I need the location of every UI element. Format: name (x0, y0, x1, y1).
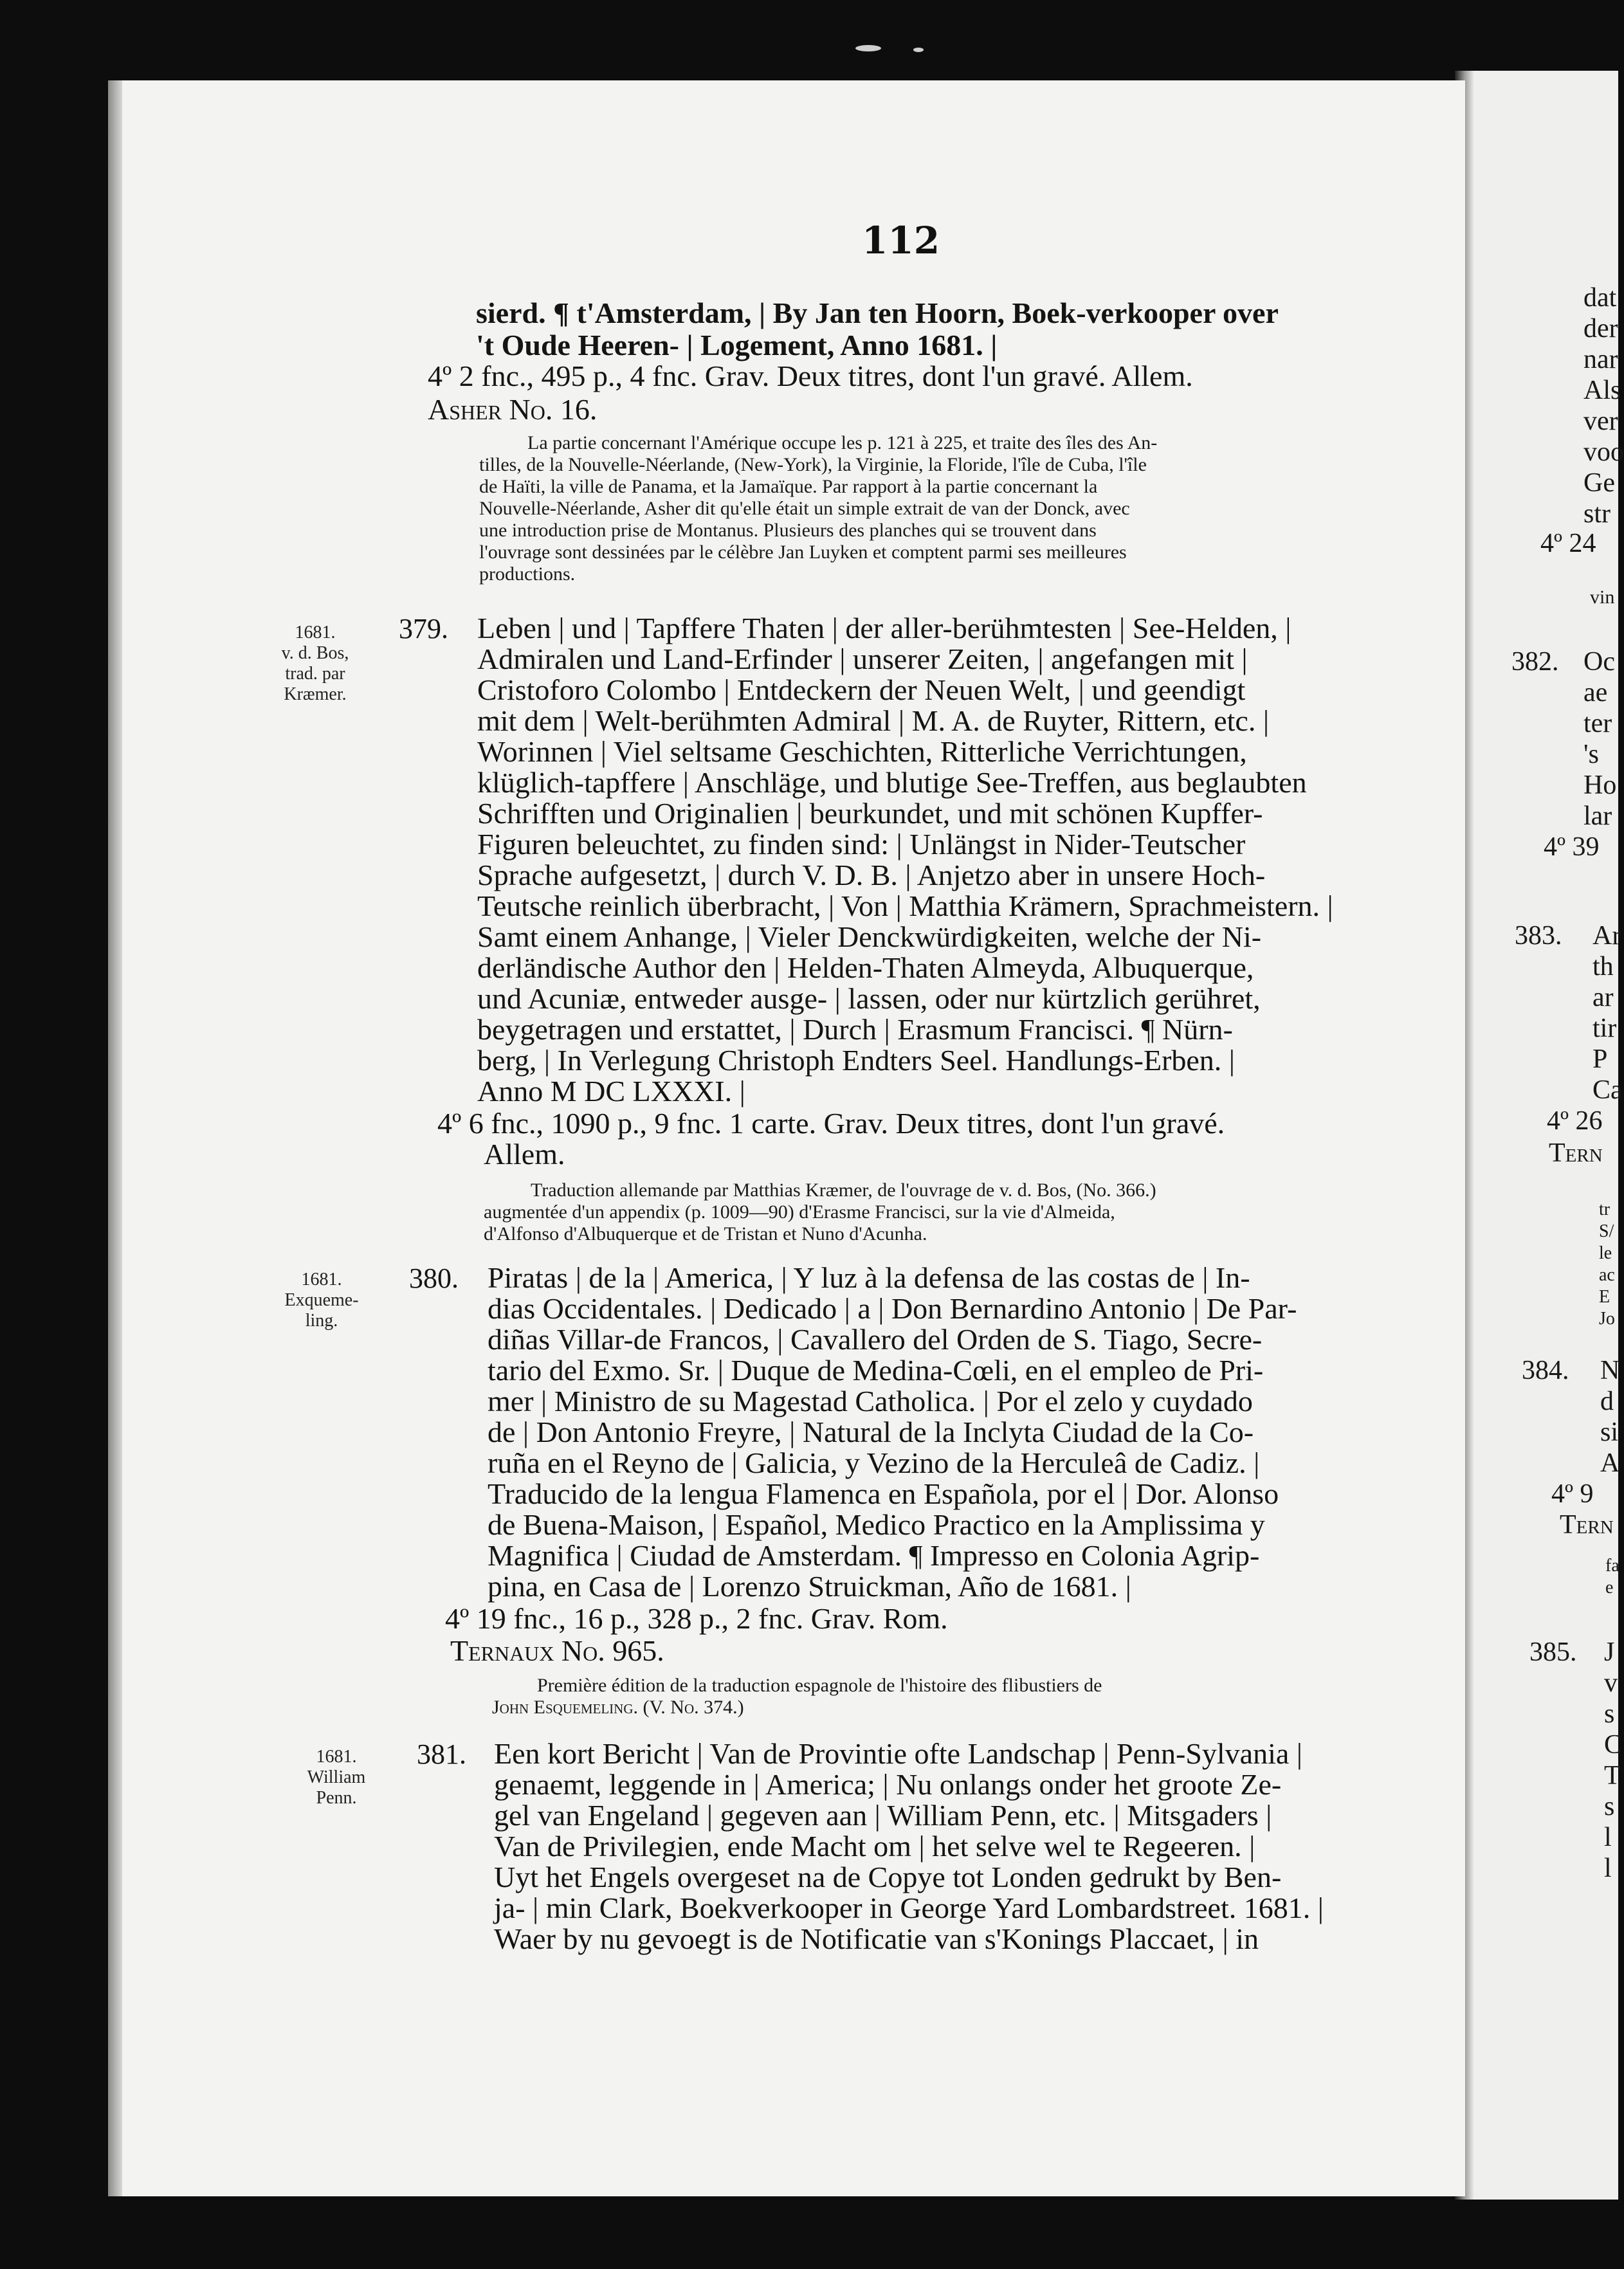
continuation-note-line: tilles, de la Nouvelle-Néerlande, (New-York), la Virginie, la Floride, l'île de Cuba, l'île (479, 454, 1147, 475)
continuation-note-line: Nouvelle-Néerlande, Asher dit qu'elle était un simple extrait de van der Donck, avec (479, 498, 1130, 519)
margin-note: 1681. Exqueme- ling. (284, 1270, 359, 1331)
adjacent-fragment: 's (1583, 740, 1599, 769)
adjacent-fragment: v (1604, 1668, 1618, 1698)
adjacent-fragment: dat (1583, 283, 1617, 313)
entry-title-line: Worinnen | Viel seltsame Geschichten, Ritterliche Verrichtungen, (477, 735, 1247, 768)
adjacent-fragment: e (1605, 1578, 1614, 1598)
adjacent-fragment: lar (1583, 801, 1612, 831)
entry-title-line: klüglich-tapffere | Anschläge, und blutige See-Treffen, aus beglaubten (477, 766, 1307, 799)
adjacent-fragment: 385. (1529, 1637, 1577, 1667)
entry-title-line: Figuren beleuchtet, zu finden sind: | Unlängst in Nider-Teutscher (477, 828, 1246, 861)
adjacent-fragment: N (1600, 1356, 1620, 1385)
entry-title-line: und Acuniæ, entweder ausge- | lassen, oder nur kürtzlich gerühret, (477, 982, 1261, 1015)
continuation-note-line: une introduction prise de Montanus. Plusieurs des planches qui se trouvent dans (479, 520, 1097, 541)
page-edge-shadow (108, 80, 122, 2196)
adjacent-fragment: Tern (1549, 1138, 1603, 1168)
continuation-note-line: de Haïti, la ville de Panama, et la Jamaïque. Par rapport à la partie concernant la (479, 476, 1098, 497)
adjacent-fragment: Tern (1560, 1510, 1614, 1540)
continuation-line: sierd. ¶ t'Amsterdam, | By Jan ten Hoorn, Boek-verkooper over (476, 296, 1279, 329)
entry-number: 380. (409, 1262, 459, 1294)
adjacent-fragment: ac (1599, 1265, 1615, 1285)
entry-title-line: Magnifica | Ciudad de Amsterdam. ¶ Impresso en Colonia Agrip- (488, 1539, 1260, 1572)
scan-speck (855, 45, 881, 51)
adjacent-fragment: fa (1605, 1556, 1619, 1576)
adjacent-fragment: s (1604, 1792, 1615, 1821)
entry-note-line: augmentée d'un appendix (p. 1009—90) d'Erasme Francisci, sur la vie d'Almeida, (484, 1201, 1115, 1223)
adjacent-fragment: ar (1592, 983, 1614, 1012)
adjacent-fragment: voo (1583, 437, 1624, 467)
adjacent-fragment: Als (1583, 376, 1621, 405)
entry-format: Allem. (484, 1138, 565, 1171)
entry-title-line: gel van Engeland | gegeven aan | William Penn, etc. | Mitsgaders | (494, 1799, 1272, 1832)
adjacent-fragment: th (1592, 952, 1614, 981)
entry-title-line: Uyt het Engels overgeset na de Copye tot Londen gedrukt by Ben- (494, 1861, 1282, 1893)
entry-format: 4º 19 fnc., 16 p., 328 p., 2 fnc. Grav. Rom. (445, 1602, 948, 1635)
margin-note: 1681. v. d. Bos, trad. par Kræmer. (281, 623, 349, 704)
entry-title-line: genaemt, leggende in | America; | Nu onlangs onder het groote Ze- (494, 1768, 1282, 1801)
continuation-note-line: productions. (479, 563, 576, 585)
entry-title-line: Anno M DC LXXXI. | (477, 1075, 745, 1107)
entry-title-line: Piratas | de la | America, | Y luz à la defensa de las costas de | In- (488, 1261, 1250, 1294)
margin-note: 1681. William Penn. (307, 1747, 366, 1808)
adjacent-fragment: Jo (1599, 1309, 1615, 1329)
adjacent-fragment: C (1604, 1730, 1623, 1760)
entry-title-line: Van de Privilegien, ende Macht om | het selve wel te Regeeren. | (494, 1830, 1255, 1863)
continuation-reference: Asher No. 16. (428, 393, 598, 426)
entry-title-line: dias Occidentales. | Dedicado | a | Don Bernardino Antonio | De Par- (488, 1292, 1297, 1325)
entry-note-line: John Esquemeling. (V. No. 374.) (492, 1697, 744, 1718)
adjacent-fragment: 4º 9 (1551, 1479, 1594, 1509)
adjacent-fragment: Ge (1583, 468, 1615, 498)
adjacent-fragment: T (1604, 1761, 1621, 1791)
adjacent-fragment: 383. (1515, 921, 1562, 951)
adjacent-fragment: ter (1583, 709, 1612, 738)
entry-format: 4º 6 fnc., 1090 p., 9 fnc. 1 carte. Grav. Deux titres, dont l'un gravé. (437, 1107, 1225, 1140)
continuation-format: 4º 2 fnc., 495 p., 4 fnc. Grav. Deux titres, dont l'un gravé. Allem. (428, 360, 1193, 392)
entry-title-line: pina, en Casa de | Lorenzo Struickman, Año de 1681. | (488, 1570, 1131, 1603)
entry-title-line: Een kort Bericht | Van de Provintie ofte Landschap | Penn-Sylvania | (494, 1737, 1302, 1770)
entry-title-line: ja- | min Clark, Boekverkooper in George Yard Lombardstreet. 1681. | (494, 1891, 1324, 1924)
continuation-note-line: l'ouvrage sont dessinées par le célèbre Jan Luyken et comptent parmi ses meilleures (479, 542, 1127, 563)
adjacent-fragment: E (1599, 1287, 1610, 1307)
entry-title-line: diñas Villar-de Francos, | Cavallero del Orden de S. Tiago, Secre- (488, 1323, 1263, 1356)
adjacent-fragment: str (1583, 499, 1610, 529)
adjacent-fragment: tir (1592, 1014, 1617, 1043)
adjacent-fragment: 382. (1511, 647, 1559, 677)
adjacent-fragment: 4º 39 (1544, 832, 1600, 862)
adjacent-fragment: Oc (1583, 647, 1615, 677)
adjacent-fragment: l (1604, 1823, 1612, 1852)
entry-title-line: Samt einem Anhange, | Vieler Denckwürdigkeiten, welche der Ni- (477, 920, 1262, 953)
entry-title-line: mer | Ministro de su Magestad Catholica. | Por el zelo y cuydado (488, 1385, 1253, 1417)
adjacent-fragment: l (1604, 1854, 1612, 1883)
scan-speck (913, 48, 924, 52)
adjacent-fragment: S/ (1599, 1221, 1614, 1241)
entry-reference: Ternaux No. 965. (450, 1634, 664, 1667)
continuation-line: 't Oude Heeren- | Logement, Anno 1681. | (476, 329, 998, 361)
adjacent-fragment: ver (1583, 406, 1618, 436)
adjacent-fragment: J (1604, 1637, 1615, 1667)
adjacent-fragment: s (1604, 1699, 1615, 1729)
adjacent-fragment: nar (1583, 345, 1618, 374)
entry-title-line: mit dem | Welt-berühmten Admiral | M. A. de Ruyter, Rittern, etc. | (477, 704, 1270, 737)
entry-title-line: Traducido de la lengua Flamenca en Española, por el | Dor. Alonso (488, 1477, 1279, 1510)
entry-note-line: Traduction allemande par Matthias Kræmer, de l'ouvrage de v. d. Bos, (No. 366.) (531, 1180, 1156, 1201)
entry-title-line: Waer by nu gevoegt is de Notificatie van s'Konings Placcaet, | in (494, 1922, 1259, 1955)
adjacent-fragment: d (1600, 1387, 1614, 1416)
adjacent-fragment: tr (1599, 1199, 1610, 1219)
adjacent-fragment: A (1600, 1448, 1620, 1478)
adjacent-fragment: si (1600, 1417, 1619, 1447)
entry-title-line: de Buena-Maison, | Español, Medico Practico en la Amplissima y (488, 1508, 1265, 1541)
entry-title-line: tario del Exmo. Sr. | Duque de Medina-Cœli, en el empleo de Pri- (488, 1354, 1264, 1387)
page-number: 112 (862, 219, 940, 262)
adjacent-fragment: P (1592, 1044, 1608, 1074)
adjacent-fragment: der (1583, 314, 1618, 343)
adjacent-fragment: ae (1583, 678, 1608, 707)
entry-title-line: Leben | und | Tapffere Thaten | der aller-berühmtesten | See-Helden, | (477, 612, 1291, 644)
entry-title-line: Sprache aufgesetzt, | durch V. D. B. | Anjetzo aber in unsere Hoch- (477, 859, 1266, 891)
adjacent-fragment: Ho (1583, 770, 1617, 800)
entry-title-line: derländische Author den | Helden-Thaten Almeyda, Albuquerque, (477, 951, 1254, 984)
adjacent-fragment: 4º 24 (1540, 529, 1596, 558)
entry-title-line: Schrifften und Originalien | beurkundet, und mit schönen Kupffer- (477, 797, 1263, 830)
adjacent-fragment: Ar (1592, 921, 1621, 951)
entry-number: 379. (399, 613, 448, 644)
adjacent-fragment: vin (1590, 587, 1615, 608)
adjacent-fragment: le (1599, 1243, 1612, 1263)
entry-number: 381. (417, 1738, 466, 1770)
adjacent-fragment: 4º 26 (1547, 1106, 1603, 1136)
entry-title-line: de | Don Antonio Freyre, | Natural de la Inclyta Ciudad de la Co- (488, 1416, 1254, 1448)
entry-title-line: ruña en el Reyno de | Galicia, y Vezino de la Herculeâ de Cadiz. | (488, 1446, 1260, 1479)
entry-title-line: Teutsche reinlich überbracht, | Von | Matthia Krämern, Sprachmeistern. | (477, 889, 1333, 922)
adjacent-fragment: Ca (1592, 1075, 1623, 1105)
continuation-note-line: La partie concernant l'Amérique occupe les p. 121 à 225, et traite des îles des An- (527, 432, 1158, 453)
entry-title-line: Admiralen und Land-Erfinder | unserer Zeiten, | angefangen mit | (477, 642, 1248, 675)
entry-note-line: d'Alfonso d'Albuquerque et de Tristan et Nuno d'Acunha. (484, 1223, 927, 1244)
entry-title-line: Cristoforo Colombo | Entdeckern der Neuen Welt, | und geendigt (477, 673, 1246, 706)
entry-note-line: Première édition de la traduction espagnole de l'histoire des flibustiers de (537, 1675, 1102, 1696)
adjacent-fragment: 384. (1522, 1356, 1569, 1385)
entry-title-line: berg, | In Verlegung Christoph Endters Seel. Handlungs-Erben. | (477, 1044, 1236, 1077)
entry-title-line: beygetragen und erstattet, | Durch | Erasmum Francisci. ¶ Nürn- (477, 1013, 1233, 1046)
